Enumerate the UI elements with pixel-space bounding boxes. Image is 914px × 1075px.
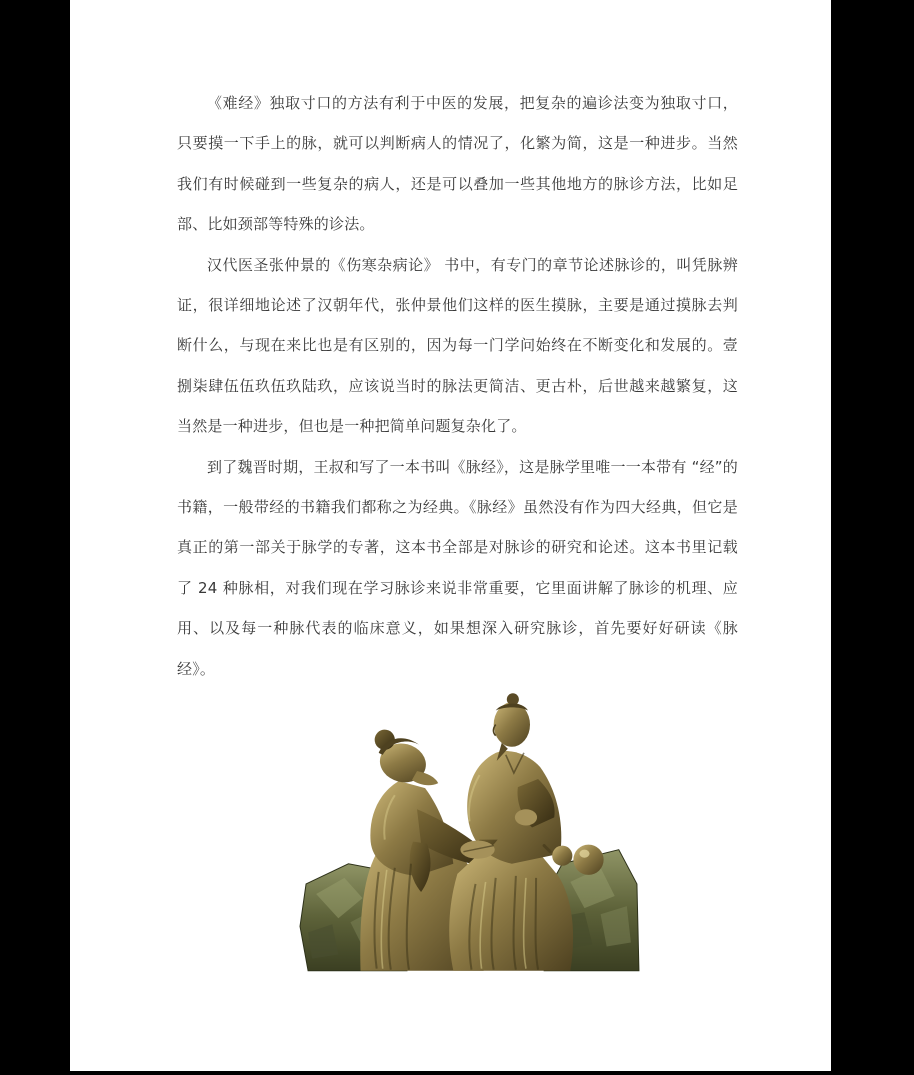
pulse-diagnosis-statue-illustration [298,690,646,974]
paragraph-zhangzhongjing-shanghan: 汉代医圣张仲景的《伤寒杂病论》 书中，有专门的章节论述脉诊的，叫凭脉辨证，很详细地论述了汉朝年代，张仲景他们这样的医生摸脉，主要是通过摸脉去判断什么，与现在来比也是有区别的，因为每一门学问始终在不断变化和发展的。壹捌柒肆伍伍玖伍玖陆玖，应该说当时的脉法更简洁、更古朴，后世越来越繁复，这当然是一种进步，但也是一种把简单问题复杂化了。 [177,255,738,436]
paragraph-nanjing-cunkou: 《难经》独取寸口的方法有利于中医的发展，把复杂的遍诊法变为独取寸口，只要摸一下手上的脉，就可以判断病人的情况了，化繁为简，这是一种进步。当然我们有时候碰到一些复杂的病人，还是可以叠加一些其他地方的脉诊方法，比如足部、比如颈部等特殊的诊法。 [177,94,738,234]
paragraph-wangshuhe-maijing: 到了魏晋时期，王叔和写了一本书叫《脉经》，这是脉学里唯一一本带有 “经”的书籍，一般带经的书籍我们都称之为经典。《脉经》虽然没有作为四大经典，但它是真正的第一部关于脉学的专著，这本书全部是对脉诊的研究和论述。这本书里记载了 24 种脉相，对我们现在学习脉诊来说非常重要，它里面讲解了脉诊的机理、应用、以及每一种脉代表的临床意义，如果想深入研究脉诊，首先要好好研读《脉经》。 [177,457,738,678]
document-text-block [177,83,738,689]
statue-doctor-figure [449,693,573,970]
document-page [70,0,831,1071]
pulse-diagnosis-statue-image [298,690,646,974]
